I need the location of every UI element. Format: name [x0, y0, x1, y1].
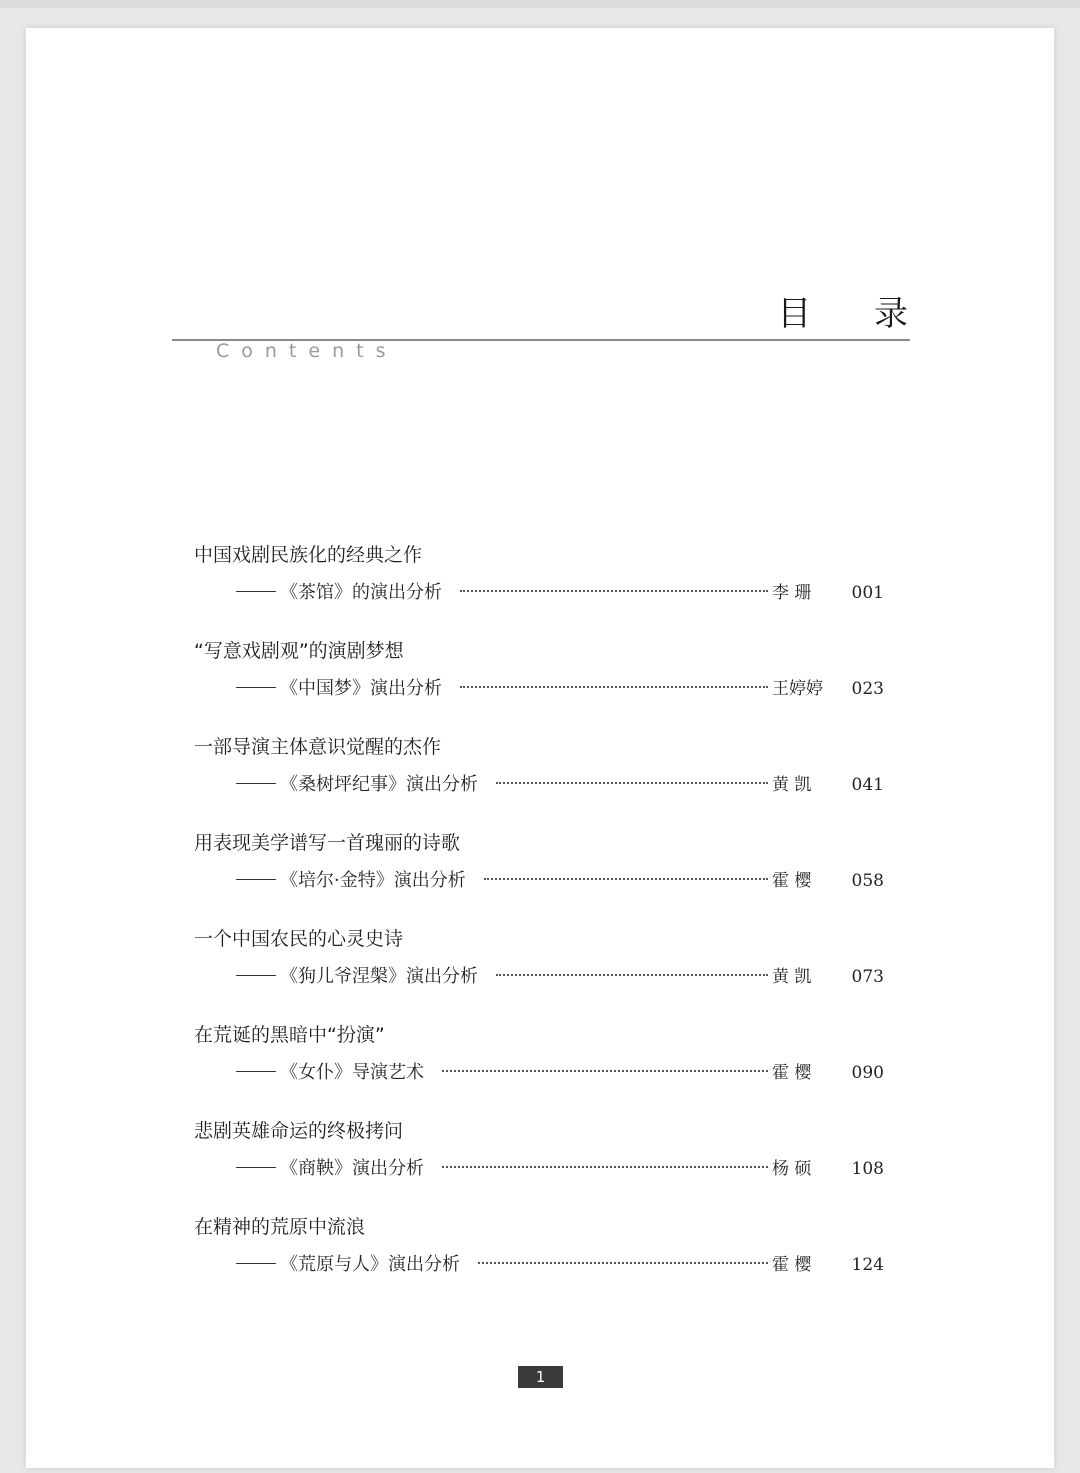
toc-entry[interactable]	[194, 536, 884, 632]
entry-detail-line	[236, 962, 884, 988]
dot-leader	[496, 973, 768, 976]
em-dash	[236, 783, 276, 784]
entry-page-number: 001	[851, 583, 884, 603]
entry-title: 用表现美学谱写一首瑰丽的诗歌	[194, 832, 461, 854]
entry-author: 黄 凯	[772, 967, 812, 987]
dot-leader	[478, 1261, 768, 1264]
toc-entry[interactable]	[194, 1016, 884, 1112]
entry-author: 霍 樱	[772, 1063, 812, 1083]
entry-subtitle: 《荒原与人》演出分析	[280, 1254, 460, 1275]
entry-title: 悲剧英雄命运的终极拷问	[194, 1120, 404, 1142]
viewer-top-strip	[0, 0, 1080, 8]
dot-leader	[442, 1069, 768, 1072]
entry-page-number: 090	[851, 1063, 884, 1083]
entry-detail-line	[236, 1250, 884, 1276]
entry-title: 一部导演主体意识觉醒的杰作	[194, 736, 442, 758]
dot-leader	[460, 685, 768, 688]
dot-leader	[484, 877, 768, 880]
toc-entry[interactable]	[194, 824, 884, 920]
entry-title: 在精神的荒原中流浪	[194, 1216, 366, 1238]
entry-detail-line	[236, 578, 884, 604]
em-dash	[236, 879, 276, 880]
entry-author: 黄 凯	[772, 775, 812, 795]
entry-page-number: 124	[851, 1255, 884, 1275]
entry-page-number: 058	[851, 871, 884, 891]
entry-author: 杨 硕	[772, 1159, 812, 1179]
dot-leader	[496, 781, 768, 784]
entry-title: 一个中国农民的心灵史诗	[194, 928, 404, 950]
entry-subtitle: 《商鞅》演出分析	[280, 1158, 424, 1179]
toc-entry[interactable]	[194, 1112, 884, 1208]
entry-detail-line	[236, 674, 884, 700]
entry-author: 霍 樱	[772, 1255, 812, 1275]
entry-author: 霍 樱	[772, 871, 812, 891]
entry-subtitle: 《女仆》导演艺术	[280, 1062, 424, 1083]
em-dash	[236, 591, 276, 592]
em-dash	[236, 1263, 276, 1264]
entry-subtitle: 《狗儿爷涅槃》演出分析	[280, 966, 478, 987]
entry-author: 李 珊	[772, 583, 812, 603]
entry-title: 在荒诞的黑暗中“扮演”	[194, 1024, 385, 1046]
em-dash	[236, 1167, 276, 1168]
em-dash	[236, 687, 276, 688]
page-number-badge: 1	[518, 1366, 563, 1388]
entry-detail-line	[236, 1058, 884, 1084]
entry-subtitle: 《中国梦》演出分析	[280, 678, 442, 699]
entry-page-number: 108	[851, 1159, 884, 1179]
em-dash	[236, 975, 276, 976]
toc-entry[interactable]	[194, 920, 884, 1016]
entry-page-number: 023	[851, 679, 884, 699]
entry-title: “写意戏剧观”的演剧梦想	[194, 640, 404, 662]
dot-leader	[442, 1165, 768, 1168]
entry-detail-line	[236, 770, 884, 796]
toc-entry[interactable]	[194, 1208, 884, 1304]
toc-title: 目 录	[777, 294, 934, 334]
toc-entry[interactable]	[194, 632, 884, 728]
toc-subtitle: Contents	[216, 340, 398, 362]
entry-subtitle: 《培尔·金特》演出分析	[280, 870, 466, 891]
entry-subtitle: 《桑树坪纪事》演出分析	[280, 774, 478, 795]
document-page	[26, 28, 1054, 1468]
entry-subtitle: 《茶馆》的演出分析	[280, 582, 442, 603]
entry-title: 中国戏剧民族化的经典之作	[194, 544, 423, 566]
entry-page-number: 073	[851, 967, 884, 987]
entry-detail-line	[236, 1154, 884, 1180]
dot-leader	[460, 589, 768, 592]
toc-entries	[194, 536, 884, 1304]
em-dash	[236, 1071, 276, 1072]
entry-author: 王婷婷	[772, 679, 823, 699]
entry-detail-line	[236, 866, 884, 892]
toc-entry[interactable]	[194, 728, 884, 824]
entry-page-number: 041	[851, 775, 884, 795]
